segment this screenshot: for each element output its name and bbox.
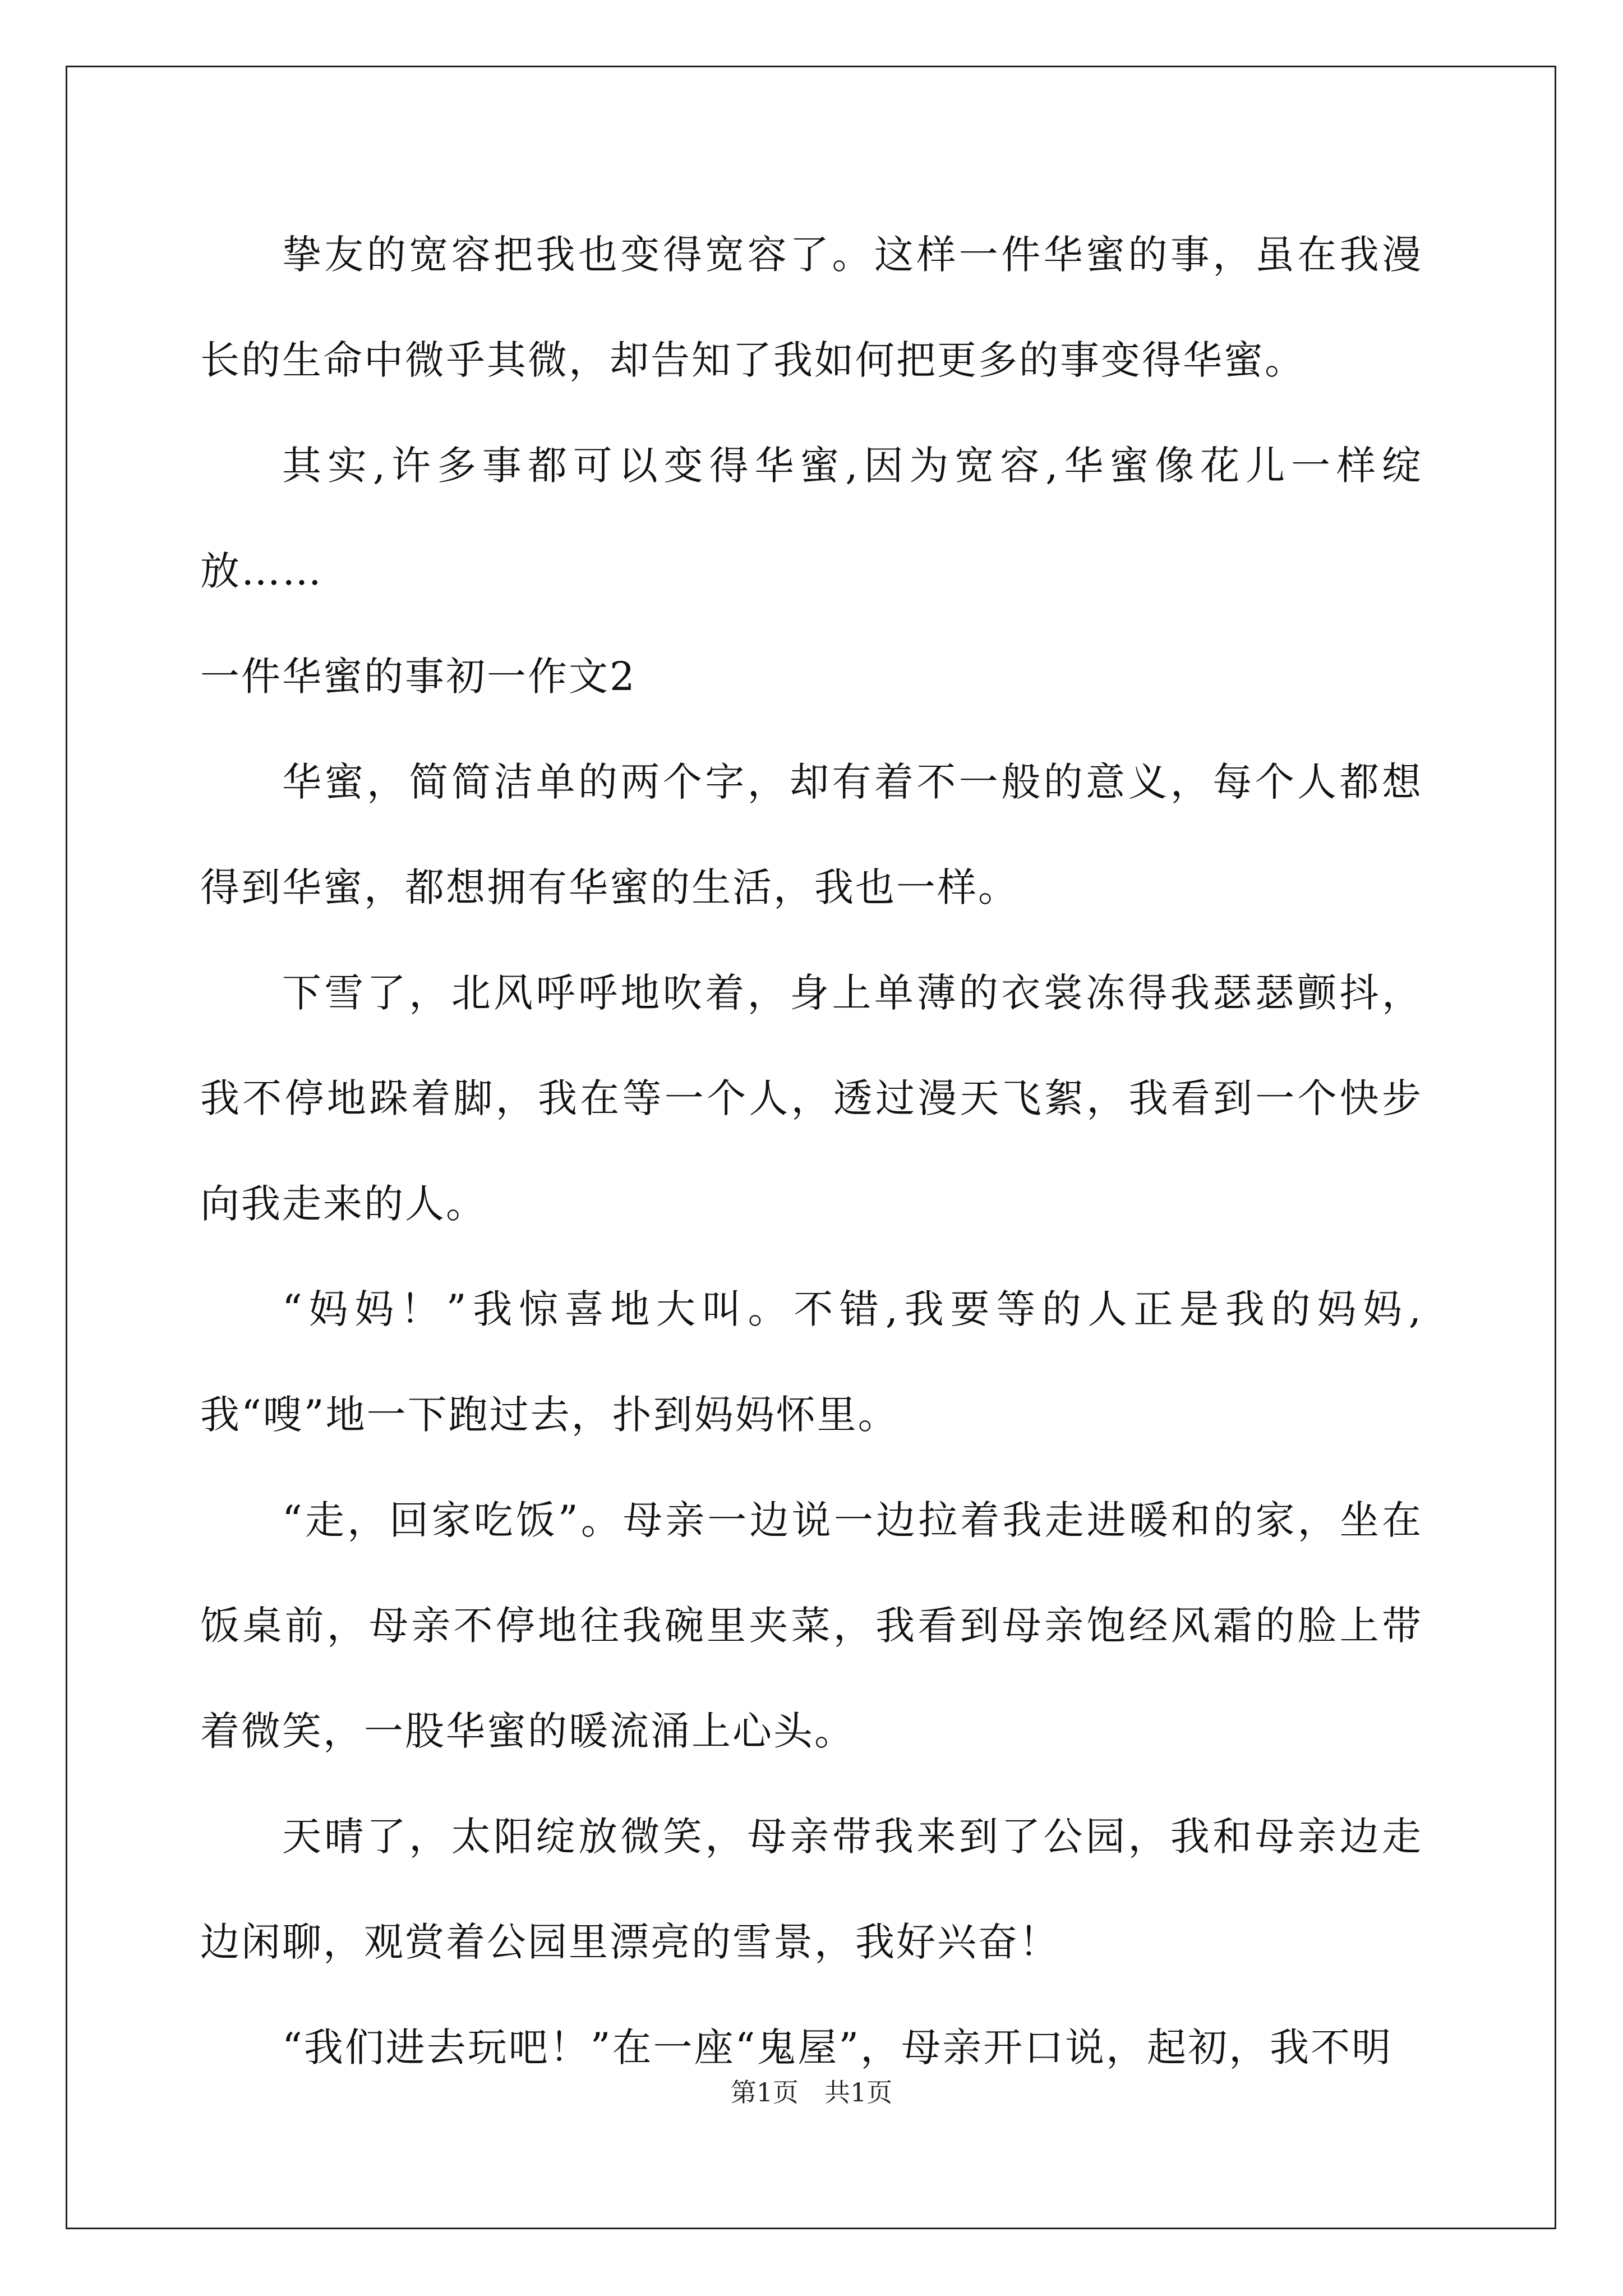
paragraph: “妈妈！”我惊喜地大叫。不错,我要等的人正是我的妈妈,我“嗖”地一下跑过去，扑到妈妈怀里。 bbox=[200, 1286, 1423, 1438]
paragraph: 华蜜，简简洁单的两个字，却有着不一般的意义，每个人都想得到华蜜，都想拥有华蜜的生活，我也一样。 bbox=[200, 759, 1423, 910]
page-number-footer: 第1页 共1页 bbox=[730, 2077, 893, 2108]
paragraph: 下雪了，北风呼呼地吹着，身上单薄的衣裳冻得我瑟瑟颤抖，我不停地跺着脚，我在等一个人，透过漫天飞絮，我看到一个快步向我走来的人。 bbox=[200, 970, 1423, 1227]
paragraph: “走，回家吃饭”。母亲一边说一边拉着我走进暖和的家，坐在饭桌前，母亲不停地往我碗里夹菜，我看到母亲饱经风霜的脸上带着微笑，一股华蜜的暖流涌上心头。 bbox=[200, 1497, 1423, 1754]
document-body bbox=[200, 202, 1423, 2100]
paragraph: 其实,许多事都可以变得华蜜,因为宽容,华蜜像花儿一样绽放…… bbox=[200, 443, 1423, 594]
section-heading: 一件华蜜的事初一作文2 bbox=[200, 654, 637, 700]
paragraph: 天晴了，太阳绽放微笑，母亲带我来到了公园，我和母亲边走边闲聊，观赏着公园里漂亮的雪景，我好兴奋！ bbox=[200, 1814, 1423, 1965]
paragraph: “我们进去玩吧！”在一座“鬼屋”，母亲开口说，起初，我不明 bbox=[282, 2024, 1393, 2070]
paragraph: 挚友的宽容把我也变得宽容了。这样一件华蜜的事，虽在我漫长的生命中微乎其微，却告知了我如何把更多的事变得华蜜。 bbox=[200, 232, 1423, 383]
